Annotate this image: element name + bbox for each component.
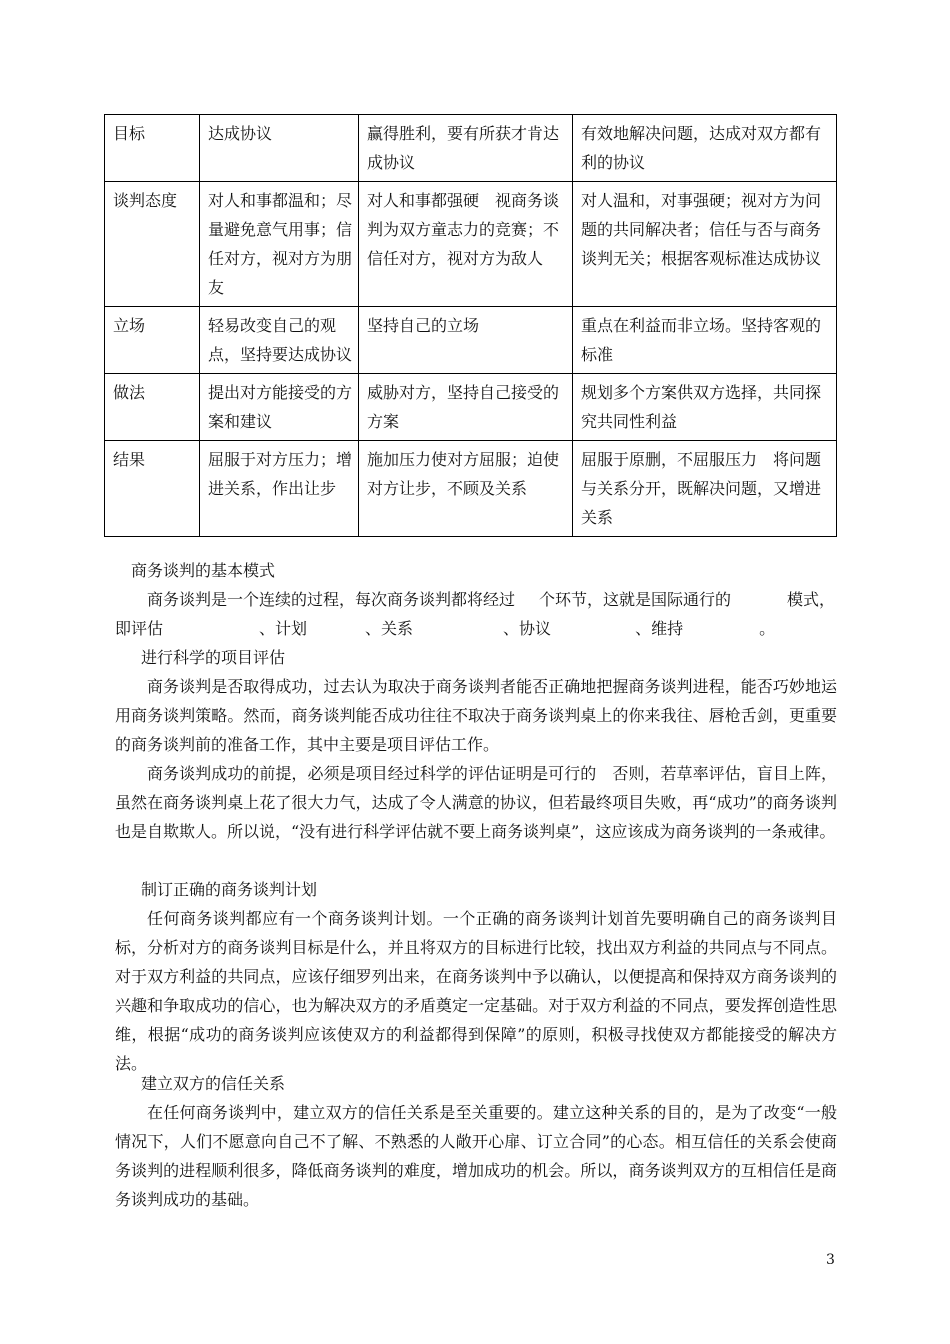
- table-cell: 轻易改变自己的观点，坚持要达成协议: [200, 307, 359, 374]
- comparison-table: [104, 114, 837, 537]
- row-header-cell: 做法: [105, 374, 200, 441]
- table-row: [105, 307, 837, 374]
- table-cell: 屈服于对方压力；增进关系，作出让步: [200, 441, 359, 537]
- evaluation-paragraph-2: 商务谈判成功的前提，必须是项目经过科学的评估证明是可行的 否则，若草率评估，盲目上阵，虽然在商务谈判桌上花了很大力气，达成了令人满意的协议，但若最终项目失败，再“成功”的商务谈判也是自欺欺人。所以说，“没有进行科学评估就不要上商务谈判桌”，这应该成为商务谈判的一条戒律。: [115, 764, 837, 841]
- intro-part-b: 个环节，这就是国际通行的: [539, 590, 732, 609]
- intro-part-c: 模式，: [787, 590, 836, 609]
- row-header-cell: 立场: [105, 307, 200, 374]
- table-cell: 对人和事都强硬 视商务谈判为双方童志力的竞赛；不信任对方，视对方为敌人: [359, 182, 573, 307]
- evaluation-paragraph-1: 商务谈判是否取得成功，过去认为取决于商务谈判者能否正确地把握商务谈判进程，能否巧妙地运用商务谈判策略。然而，商务谈判能否成功往往不取决于商务谈判桌上的你来我往、唇枪舌剑，更重要的商务谈判前的准备工作，其中主要是项目评估工作。: [115, 677, 837, 754]
- row-header-cell: 谈判态度: [105, 182, 200, 307]
- table-row: [105, 182, 837, 307]
- heading-trust-relationship: 建立双方的信任关系: [141, 1074, 286, 1093]
- heading-project-evaluation: 进行科学的项目评估: [141, 648, 286, 667]
- table-row: [105, 441, 837, 537]
- table-cell: 规划多个方案供双方选择，共同探究共同性利益: [573, 374, 837, 441]
- table-row: [105, 115, 837, 182]
- table-cell: 达成协议: [200, 115, 359, 182]
- intro-part-f: 、关系: [365, 619, 414, 638]
- table-row: [105, 374, 837, 441]
- row-header-cell: 目标: [105, 115, 200, 182]
- intro-part-h: 、维持: [635, 619, 684, 638]
- intro-part-d: 即评估: [115, 619, 164, 638]
- table-cell: 对人温和，对事强硬；视对方为问题的共同解决者；信任与否与商务谈判无关；根据客观标准达成协议: [573, 182, 837, 307]
- table-cell: 威胁对方，坚持自己接受的方案: [359, 374, 573, 441]
- intro-part-e: 、计划: [259, 619, 308, 638]
- page-number: 3: [826, 1252, 835, 1268]
- trust-paragraph: 在任何商务谈判中，建立双方的信任关系是至关重要的。建立这种关系的目的，是为了改变“一般情况下，人们不愿意向自己不了解、不熟悉的人敞开心扉、订立合同”的心态。相互信任的关系会使商务谈判的进程顺利很多，降低商务谈判的难度，增加成功的机会。所以，商务谈判双方的互相信任是商务谈判成功的基础。: [115, 1103, 837, 1209]
- table-cell: 对人和事都温和；尽量避免意气用事；信任对方，视对方为朋友: [200, 182, 359, 307]
- row-header-cell: 结果: [105, 441, 200, 537]
- table-cell: 有效地解决问题，达成对双方都有利的协议: [573, 115, 837, 182]
- basic-mode-intro: [115, 585, 837, 643]
- intro-part-i: 。: [759, 619, 776, 638]
- intro-part-g: 、协议: [503, 619, 552, 638]
- comparison-table-body: [105, 115, 837, 537]
- table-cell: 屈服于原删，不屈服压力 将问题与关系分开，既解决问题，又增进关系: [573, 441, 837, 537]
- table-cell: 重点在利益而非立场。坚持客观的标准: [573, 307, 837, 374]
- heading-basic-mode: 商务谈判的基本模式: [131, 561, 276, 580]
- table-cell: 赢得胜利，要有所获才肯达成协议: [359, 115, 573, 182]
- heading-negotiation-plan: 制订正确的商务谈判计划: [141, 880, 318, 899]
- plan-paragraph: 任何商务谈判都应有一个商务谈判计划。一个正确的商务谈判计划首先要明确自己的商务谈判目标，分析对方的商务谈判目标是什么，并且将双方的目标进行比较，找出双方利益的共同点与不同点。对于双方利益的共同点，应该仔细罗列出来，在商务谈判中予以确认，以便提高和保持双方商务谈判的兴趣和争取成功的信心，也为解决双方的矛盾奠定一定基础。对于双方利益的不同点，要发挥创造性思维，根据“成功的商务谈判应该使双方的利益都得到保障”的原则，积极寻找使双方都能接受的解决方法。: [115, 909, 837, 1073]
- table-cell: 施加压力使对方屈服；迫使对方让步，不顾及关系: [359, 441, 573, 537]
- table-cell: 提出对方能接受的方案和建议: [200, 374, 359, 441]
- intro-part-a: 商务谈判是一个连续的过程，每次商务谈判都将经过: [147, 590, 516, 609]
- table-cell: 坚持自己的立场: [359, 307, 573, 374]
